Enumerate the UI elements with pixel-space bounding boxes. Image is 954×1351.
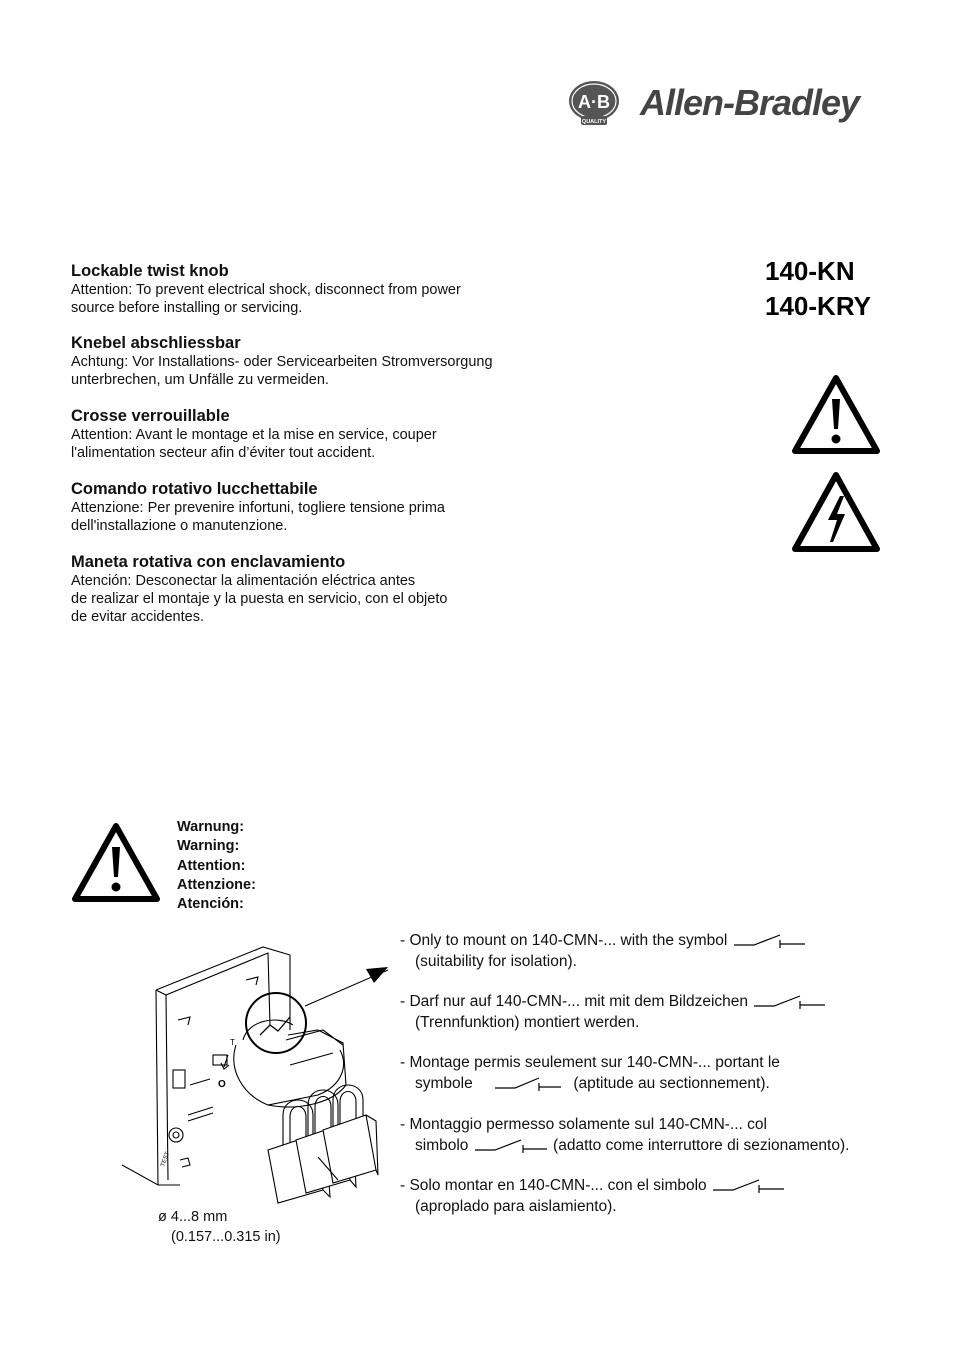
section-german	[71, 334, 571, 389]
section-title: Comando rotativo lucchettabile	[71, 480, 318, 498]
bullet-line: (suitability for isolation).	[415, 953, 577, 970]
bullet-line: symbole	[415, 1075, 473, 1092]
bullet-line: - Montage permis seulement sur 140-CMN-... portant le	[400, 1054, 780, 1071]
warning-label: Attention:	[177, 857, 246, 874]
section-line: unterbrechen, um Unfälle zu vermeiden.	[71, 372, 329, 388]
switch-label-o: O	[218, 1079, 226, 1090]
section-line: Attenzione: Per prevenire infortuni, togliere tensione prima	[71, 500, 445, 516]
warning-label: Atención:	[177, 896, 244, 913]
model-number-1: 140-KN	[765, 256, 855, 286]
bullet-line: simbolo	[415, 1137, 469, 1154]
brand-name: Allen-Bradley	[640, 82, 860, 123]
section-title: Crosse verrouillable	[71, 407, 230, 425]
section-title: Lockable twist knob	[71, 262, 229, 280]
bullet-italian	[400, 1114, 940, 1156]
isolator-switch-icon	[483, 1076, 563, 1092]
section-line: source before installing or servicing.	[71, 300, 303, 316]
section-english	[71, 262, 551, 317]
model-number-2: 140-KRY	[765, 291, 871, 321]
warning-label: Attenzione:	[177, 876, 256, 893]
section-line: Achtung: Vor Installations- oder Servicearbeiten Stromversorgung	[71, 354, 493, 370]
bullet-line: (Trennfunktion) montiert werden.	[415, 1014, 640, 1031]
isolator-switch-icon	[473, 1138, 549, 1154]
isolator-switch-icon	[732, 933, 807, 949]
section-line: de realizar el montaje y la puesta en servicio, con el objeto	[71, 591, 448, 607]
section-title: Maneta rotativa con enclavamiento	[71, 553, 346, 571]
section-line: Atención: Desconectar la alimentación eléctrica antes	[71, 573, 416, 589]
warning-label: Warnung:	[177, 819, 245, 835]
exclamation-triangle-icon	[790, 373, 882, 460]
bullet-line: (aptitude au sectionnement).	[573, 1075, 770, 1092]
section-title: Knebel abschliessbar	[71, 334, 241, 352]
dimension-imperial: (0.157...0.315 in)	[171, 1229, 281, 1245]
section-line: de evitar accidentes.	[71, 609, 204, 625]
warning-labels	[177, 818, 256, 914]
logo-text: A·B	[578, 92, 610, 112]
bullet-french	[400, 1052, 920, 1094]
lightning-triangle-icon	[790, 470, 882, 559]
test-label: TEST	[160, 1151, 172, 1168]
bullet-english	[400, 930, 920, 972]
section-line: dell'installazione o manutenzione.	[71, 518, 288, 534]
bullet-line: - Montaggio permesso solamente sul 140-CMN-... col	[400, 1116, 767, 1133]
bullet-spanish	[400, 1175, 920, 1217]
isolator-switch-icon	[711, 1178, 786, 1194]
section-line: Attention: To prevent electrical shock, disconnect from power	[71, 282, 461, 298]
bullet-line: - Only to mount on 140-CMN-... with the symbol	[400, 932, 728, 949]
section-spanish	[71, 553, 551, 626]
exclamation-triangle-icon	[70, 821, 162, 908]
section-line: Attention: Avant le montage et la mise en service, couper	[71, 427, 437, 443]
padlock-mounting-illustration	[118, 935, 398, 1210]
dimension-metric: ø 4...8 mm	[158, 1209, 228, 1225]
warning-label: Warning:	[177, 838, 240, 855]
bullet-german	[400, 991, 920, 1033]
bullet-line: - Solo montar en 140-CMN-... con el simbolo	[400, 1177, 707, 1194]
allen-bradley-logo-badge	[566, 79, 622, 127]
bullet-line: (aproplado para aislamiento).	[415, 1198, 617, 1215]
section-italian	[71, 480, 551, 535]
section-line: l'alimentation secteur afin d’éviter tout accident.	[71, 445, 376, 461]
isolator-switch-icon	[752, 994, 827, 1010]
switch-label-t: T	[230, 1038, 235, 1047]
logo-subtext: QUALITY	[581, 119, 607, 125]
section-french	[71, 407, 551, 462]
bullet-line: - Darf nur auf 140-CMN-... mit mit dem Bildzeichen	[400, 993, 748, 1010]
bullet-line: (adatto come interruttore di sezionamento).	[553, 1137, 850, 1154]
